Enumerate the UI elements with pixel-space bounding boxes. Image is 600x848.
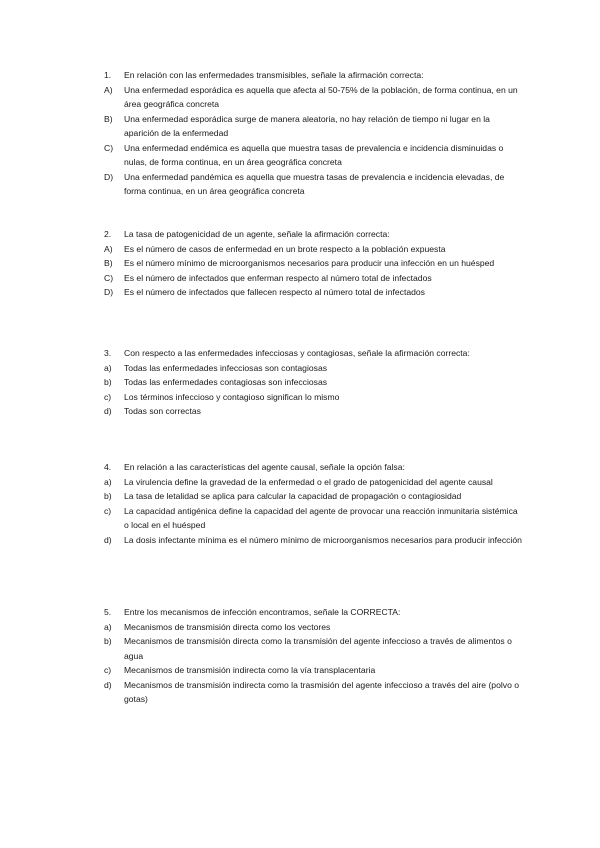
option-text: La tasa de letalidad se aplica para calcular la capacidad de propagación o contagiosidad	[124, 491, 462, 501]
option-letter: D)	[104, 287, 114, 297]
option-text: Mecanismos de transmisión indirecta como la trasmisión del agente infeccioso a través del aire (polvo o gotas)	[124, 679, 520, 704]
question-text: Con respecto a las enfermedades infecciosas y contagiosas, señale la afirmación correcta:	[124, 348, 470, 358]
answer-option	[104, 663, 524, 678]
question-text: La tasa de patogenicidad de un agente, señale la afirmación correcta:	[124, 229, 390, 239]
option-text: Es el número de infectados que enferman respecto al número total de infectados	[124, 272, 432, 283]
option-letter: d)	[104, 679, 112, 690]
answer-option	[104, 375, 524, 390]
option-text: Mecanismos de transmisión indirecta como la vía transplacentaria	[124, 665, 376, 675]
option-letter: C)	[104, 142, 114, 153]
option-letter: B)	[104, 113, 113, 124]
option-text: Mecanismos de transmisión directa como la transmisión del agente infeccioso a través de alimentos o agua	[124, 636, 512, 661]
answer-option	[104, 285, 524, 300]
option-text: Una enfermedad esporádica es aquella que afecta al 50-75% de la población, de forma continua, en un área geográfica concreta	[124, 84, 518, 109]
option-letter: c)	[104, 391, 112, 402]
answer-option	[104, 489, 524, 504]
option-letter: C)	[104, 272, 114, 283]
answer-option	[104, 141, 524, 170]
option-text: Es el número mínimo de microorganismos necesarios para producir una infección en un huésped	[124, 258, 495, 268]
option-letter: A)	[104, 243, 113, 254]
option-letter: a)	[104, 362, 112, 373]
answer-option	[104, 361, 524, 376]
question-number: 3.	[104, 348, 112, 358]
answer-option	[104, 271, 524, 286]
answer-option	[104, 112, 524, 141]
option-letter: D)	[104, 171, 114, 182]
question-stem	[104, 227, 524, 242]
question-number: 1.	[104, 70, 112, 80]
option-text: La virulencia define la gravedad de la enfermedad o el grado de patogenicidad del agente causal	[124, 476, 493, 487]
question-stem	[104, 68, 524, 83]
question-5	[104, 605, 524, 707]
answer-option	[104, 390, 524, 405]
question-text: Entre los mecanismos de infección encontramos, señale la CORRECTA:	[124, 607, 401, 617]
option-text: Todas son correctas	[124, 406, 201, 416]
option-letter: B)	[104, 258, 113, 268]
answer-option	[104, 634, 524, 663]
option-letter: a)	[104, 621, 112, 632]
option-letter: b)	[104, 491, 112, 501]
option-letter: A)	[104, 84, 113, 95]
option-text: Mecanismos de transmisión directa como los vectores	[124, 621, 331, 632]
answer-option	[104, 242, 524, 257]
answer-option	[104, 678, 524, 707]
answer-option	[104, 533, 524, 548]
question-1	[104, 68, 524, 199]
question-stem	[104, 346, 524, 361]
answer-option	[104, 475, 524, 490]
option-letter: b)	[104, 377, 112, 387]
option-letter: a)	[104, 476, 112, 487]
question-stem	[104, 460, 524, 475]
option-letter: d)	[104, 406, 112, 416]
option-text: La capacidad antigénica define la capacidad del agente de provocar una reacción inmunitaria sistémica o local en el huésped	[124, 505, 518, 530]
option-letter: b)	[104, 636, 112, 646]
question-2	[104, 227, 524, 300]
answer-option	[104, 620, 524, 635]
option-text: Una enfermedad pandémica es aquella que muestra tasas de prevalencia e incidencia elevadas, de forma continua, en un área geográfica concreta	[124, 171, 505, 196]
option-letter: d)	[104, 534, 112, 545]
question-stem	[104, 605, 524, 620]
option-text: Una enfermedad esporádica surge de manera aleatoria, no hay relación de tiempo ni lugar en la aparición de la enfermedad	[124, 113, 490, 138]
question-4	[104, 460, 524, 547]
question-text: En relación a las características del agente causal, señale la opción falsa:	[124, 462, 405, 472]
option-text: Es el número de infectados que fallecen respecto al número total de infectados	[124, 287, 425, 297]
option-letter: c)	[104, 505, 112, 516]
answer-option	[104, 504, 524, 533]
option-text: Los términos infeccioso y contagioso significan lo mismo	[124, 391, 340, 402]
question-number: 2.	[104, 229, 112, 239]
answer-option	[104, 256, 524, 271]
question-number: 5.	[104, 607, 112, 617]
question-number: 4.	[104, 462, 112, 472]
question-3	[104, 346, 524, 419]
option-text: Todas las enfermedades infecciosas son contagiosas	[124, 362, 328, 373]
question-text: En relación con las enfermedades transmisibles, señale la afirmación correcta:	[124, 70, 424, 80]
option-text: Todas las enfermedades contagiosas son infecciosas	[124, 377, 328, 387]
answer-option	[104, 170, 524, 199]
option-text: Una enfermedad endémica es aquella que muestra tasas de prevalencia e incidencia disminuidas o nulas, de forma continua, en un área geográfica concreta	[124, 142, 504, 167]
answer-option	[104, 83, 524, 112]
option-text: La dosis infectante mínima es el número mínimo de microorganismos necesarios para producir infección	[124, 534, 522, 545]
option-text: Es el número de casos de enfermedad en un brote respecto a la población expuesta	[124, 243, 446, 254]
answer-option	[104, 404, 524, 419]
option-letter: c)	[104, 665, 112, 675]
